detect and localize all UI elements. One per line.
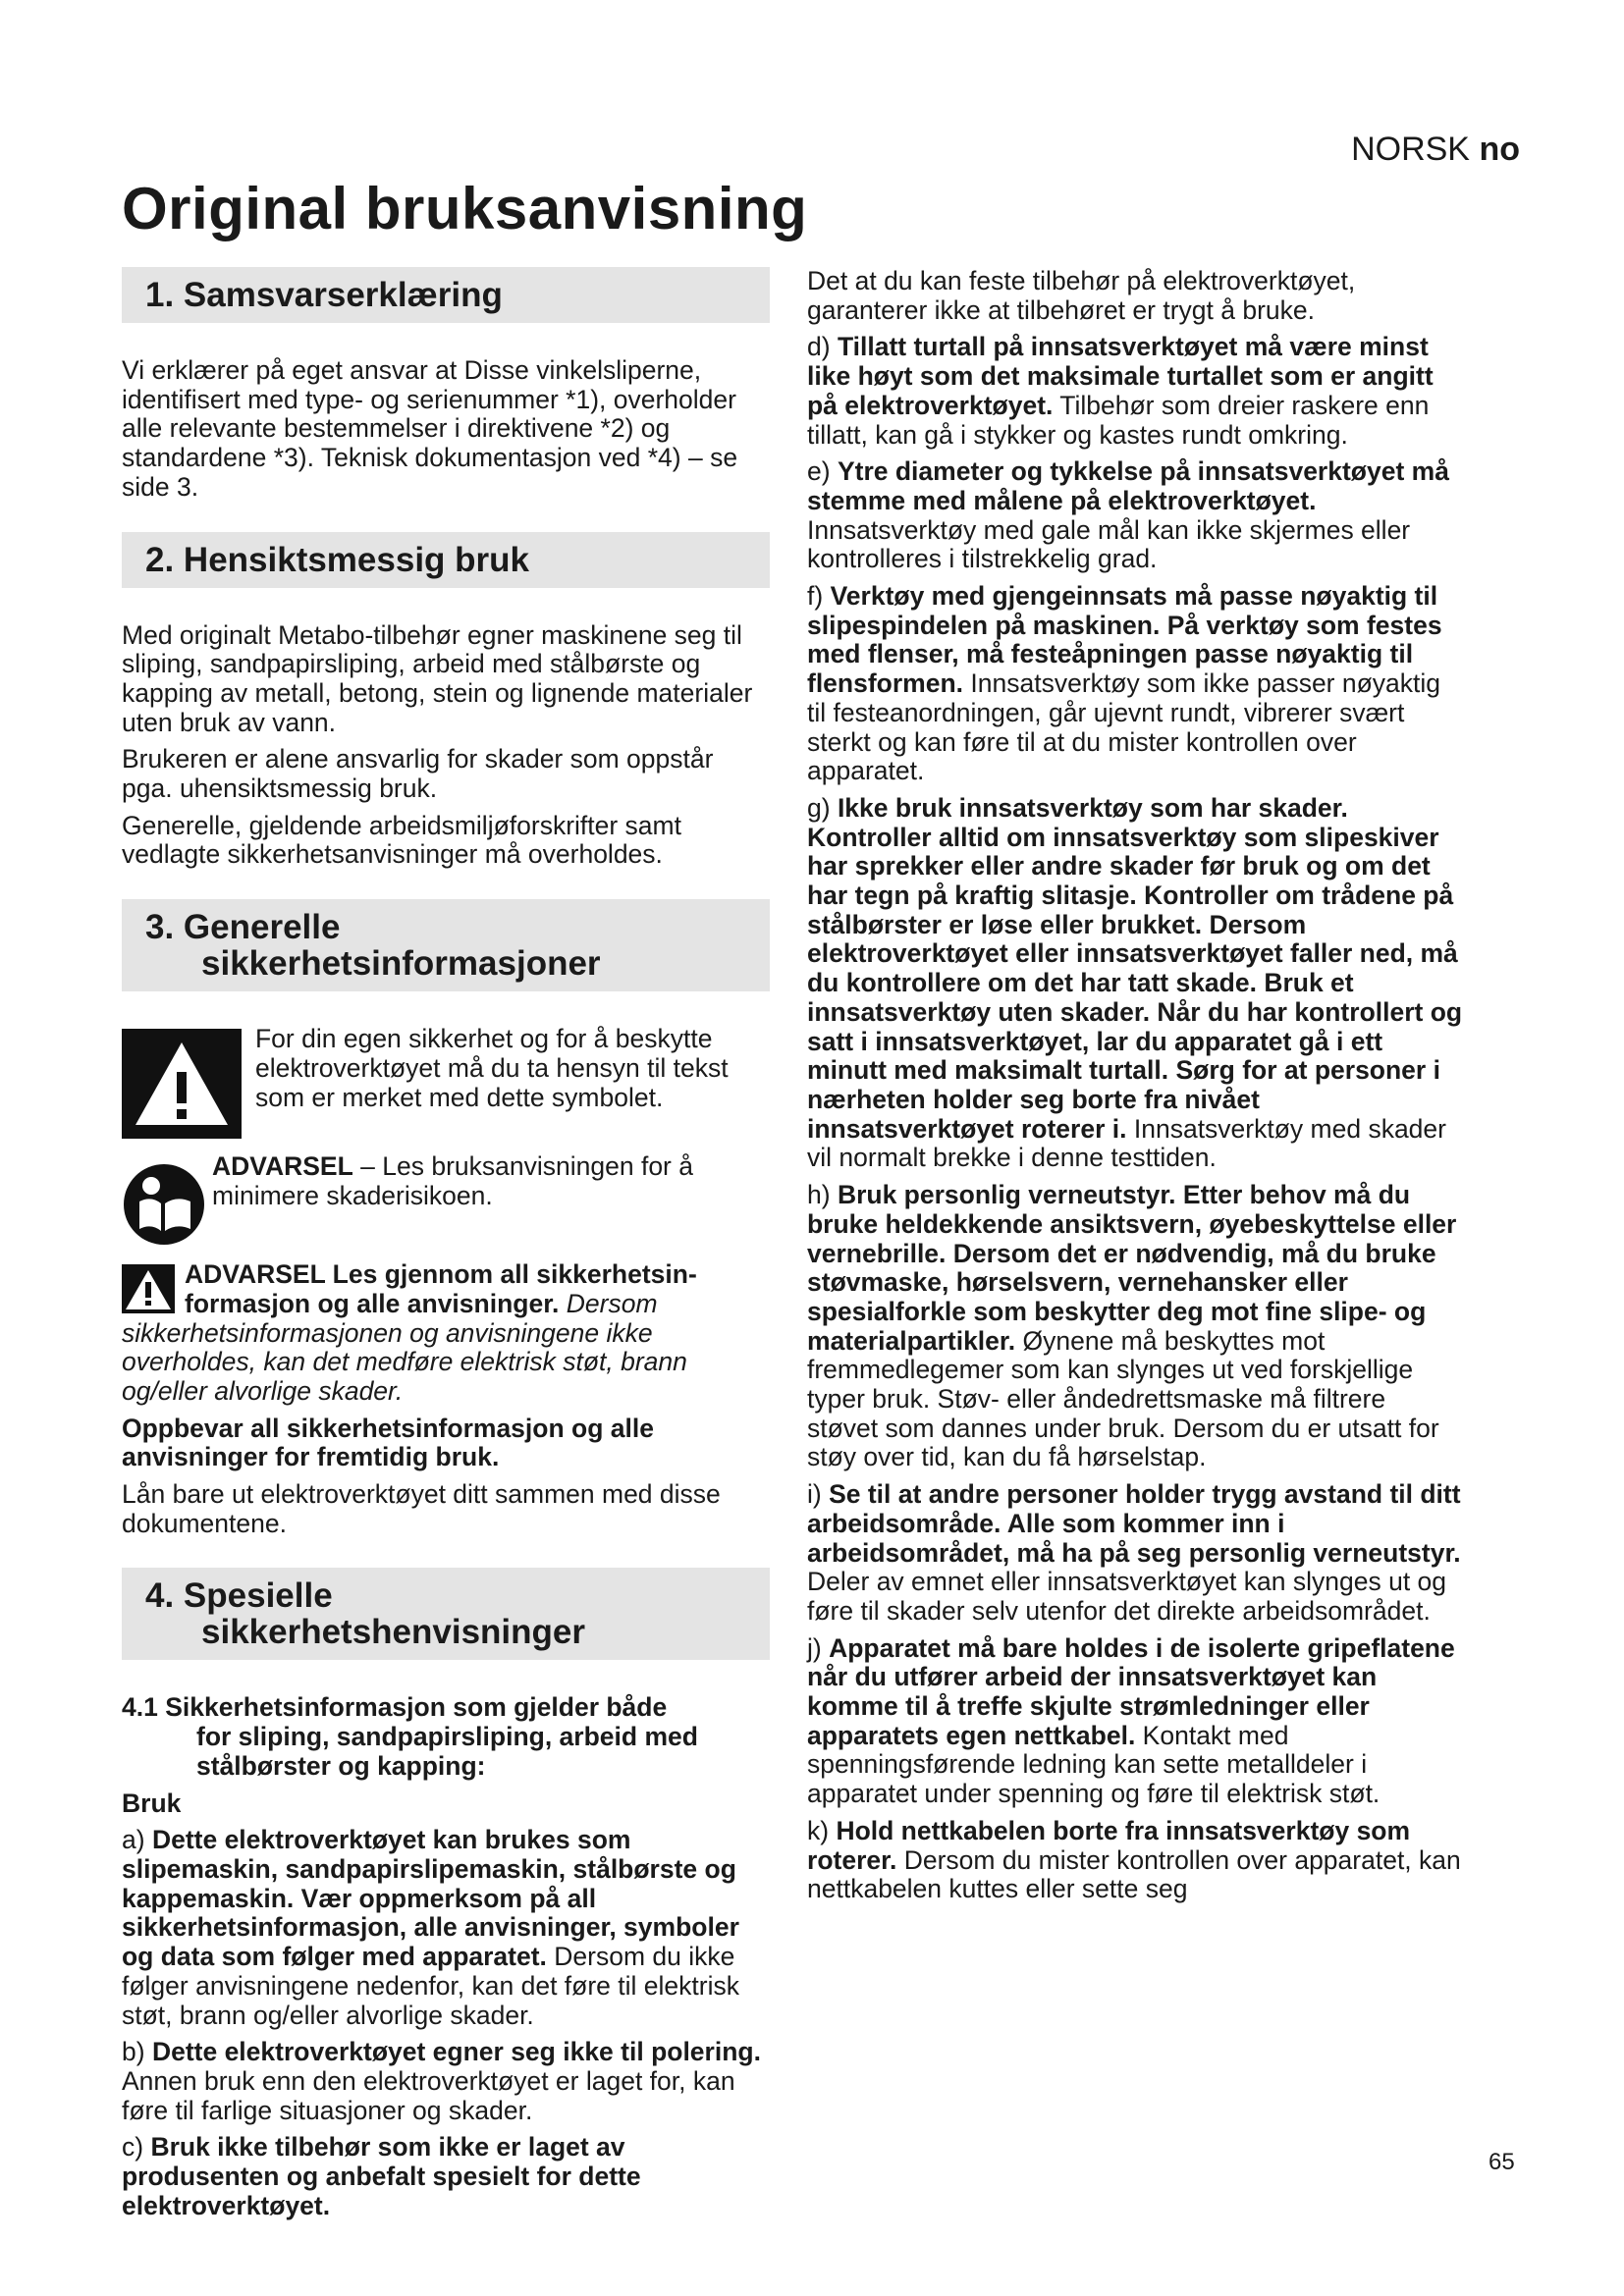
subsection-4-1-line-2: for sliping, sandpapirsliping, arbeid med: [196, 1722, 698, 1752]
section-4-heading-line-1: 4. Spesielle: [145, 1576, 333, 1616]
item-h: [807, 1181, 1463, 1472]
right-column: [807, 267, 1463, 1912]
language-label: [1351, 131, 1520, 169]
item-j: [807, 1634, 1463, 1809]
language-name: NORSK: [1351, 131, 1470, 168]
section-3-heading: [122, 899, 770, 991]
subsection-4-1-heading: [122, 1693, 770, 1781]
language-code: no: [1479, 131, 1520, 168]
warning-triangle-icon: [122, 1029, 242, 1139]
item-e-bold: Ytre diameter og tykkelse på innsatsverktøyet må stemme med målene på elektroverktøyet.: [807, 456, 1449, 515]
section-2-paragraph-1: Med originalt Metabo-tilbehør egner maskinene seg til sliping, sandpapirsliping, arbeid med stålbørste og kapping av metall, betong, stein og lignende materialer uten bruk av vann.: [122, 619, 753, 737]
item-a-text: Dersom du ikke følger anvisningene nedenfor, kan det føre til elektrisk støt, brann og/eller alvorlige skader.: [122, 1942, 739, 2030]
advarsel-read-all-bold: ADVARSEL Les gjennom all sikkerhetsin-formasjon og alle anvisninger.: [185, 1259, 697, 1318]
item-c-continued: [807, 267, 1463, 325]
item-d: [807, 333, 1463, 450]
item-d-bold: Tillatt turtall på innsatsverktøyet må være minst like høyt som det maksimale turtallet som er angitt på elektroverktøyet.: [807, 332, 1434, 420]
page-title: Original bruksanvisning: [122, 176, 808, 241]
item-d-text: Tilbehør som dreier raskere enn tillatt, kan gå i stykker og kastes rundt omkring.: [807, 390, 1430, 450]
item-c-text: Det at du kan feste tilbehør på elektroverktøyet, garanterer ikke at tilbehøret er trygt å bruke.: [807, 266, 1356, 325]
item-h-bold: Bruk personlig verneutstyr. Etter behov må du bruke heldekkende ansiktsvern, øyebeskyttelse eller vernebrille. Dersom det er nødvendig, må du bruke støvmaske, hørselsvern, vernehansker eller spesialforkle som beskytter deg mot fine slipe- og materialpartikler.: [807, 1180, 1457, 1356]
item-f-text: Innsatsverktøy som ikke passer nøyaktig til festeanordningen, går ujevnt rundt, vibrerer svært sterkt og kan føre til at du mister kontrollen over apparatet.: [807, 668, 1441, 786]
item-d-prefix: d): [807, 332, 838, 362]
item-g: [807, 794, 1463, 1173]
section-4-heading-line-2: sikkerhetshenvisninger: [201, 1613, 585, 1652]
item-j-prefix: j): [807, 1632, 830, 1663]
item-k-text: Dersom du mister kontrollen over apparatet, kan nettkabelen kuttes eller sette seg: [807, 1844, 1461, 1904]
section-2-paragraph-3: Generelle, gjeldende arbeidsmiljøforskrifter samt vedlagte sikkerhetsanvisninger må overholdes.: [122, 810, 681, 870]
bruk-heading: Bruk: [122, 1788, 182, 1818]
item-i-prefix: i): [807, 1479, 830, 1510]
advarsel-read-all: [122, 1260, 770, 1407]
advarsel-read-all-italic: Dersom sikkerhetsinformasjonen og anvisningene ikke overholdes, kan det medføre elektrisk støt, brann og/eller alvorlige skader.: [122, 1288, 687, 1406]
item-f: [807, 582, 1463, 786]
item-i-text: Deler av emnet eller innsatsverktøyet kan slynges ut og føre til skader selv utenfor det direkte arbeidsområdet.: [807, 1567, 1447, 1626]
item-b-bold: Dette elektroverktøyet egner seg ikke til polering.: [151, 2037, 761, 2067]
item-c: [122, 2133, 770, 2220]
item-b-prefix: b): [122, 2037, 152, 2067]
item-k-bold: Hold nettkabelen borte fra innsatsverktøy som roterer.: [807, 1815, 1411, 1875]
section-2-paragraph-2: Brukeren er alene ansvarlig for skader som oppstår pga. uhensiktsmessig bruk.: [122, 744, 714, 804]
item-g-text: Innsatsverktøy med skader vil normalt brekke i denne testtiden.: [807, 1113, 1446, 1173]
item-j-text: Kontakt med spenningsførende ledning kan sette metalldeler i apparatet under spenning og føre til elektrisk støt.: [807, 1720, 1380, 1809]
item-e: [807, 457, 1463, 574]
advarsel-manual-desc: – Les bruksanvisningen for å minimere skaderisikoen.: [212, 1151, 693, 1210]
advarsel-label: ADVARSEL: [212, 1151, 353, 1182]
safety-symbol-row: [122, 1025, 770, 1139]
item-b-text: Annen bruk enn den elektroverktøyet er laget for, kan føre til farlige situasjoner og skader.: [122, 2065, 735, 2125]
item-b: [122, 2038, 770, 2125]
item-e-prefix: e): [807, 456, 838, 487]
section-1-heading: 1. Samsvarserklæring: [122, 267, 770, 323]
subsection-4-1-line-1: 4.1 Sikkerhetsinformasjon som gjelder både: [122, 1692, 668, 1723]
item-h-text: Øynene må beskyttes mot fremmedlegemer som kan slynges ut ved forskjellige typer bruk. Støv- eller åndedrettsmaske må filtrere støvet som dannes under bruk. Dersom du er utsatt for støy over tid, kan du få hørselstap.: [807, 1325, 1439, 1472]
item-i: [807, 1480, 1463, 1627]
item-g-prefix: g): [807, 792, 838, 823]
keep-instructions: Oppbevar all sikkerhetsinformasjon og alle anvisninger for fremtidig bruk.: [122, 1413, 654, 1472]
subsection-4-1-line-3: stålbørster og kapping:: [196, 1750, 486, 1781]
lend-instructions: Lån bare ut elektroverktøyet ditt sammen med disse dokumentene.: [122, 1479, 721, 1538]
section-1-text: Vi erklærer på eget ansvar at Disse vinkelsliperne, identifisert med type- og serienummer *1), overholder alle relevante bestemmelser i direktivene *2) og standardene *3). Teknisk dokumentasjon ved *4) – se side 3.: [122, 355, 738, 502]
item-a-bold: Dette elektroverktøyet kan brukes som slipemaskin, sandpapirslipemaskin, stålbørste og kappemaskin. Vær oppmerksom på all sikkerhetsinformasjon, alle anvisninger, symboler og data som følger med apparatet.: [122, 1825, 739, 1972]
item-c-prefix: c): [122, 2132, 151, 2163]
item-k-prefix: k): [807, 1815, 837, 1845]
advarsel-manual-text: [212, 1152, 770, 1210]
page-number: 65: [1489, 2149, 1515, 2175]
item-e-text: Innsatsverktøy med gale mål kan ikke skjermes eller kontrolleres i tilstrekkelig grad.: [807, 514, 1411, 574]
warning-small-icon: [122, 1264, 175, 1313]
section-2-heading: 2. Hensiktsmessig bruk: [122, 532, 770, 588]
item-f-bold: Verktøy med gjengeinnsats må passe nøyaktig til slipespindelen på maskinen. På verktøy som festes med flenser, må festeåpningen passe nøyaktig til flensformen.: [807, 581, 1442, 699]
item-j-bold: Apparatet må bare holdes i de isolerte gripeflatene når du utfører arbeid der innsatsverktøyet kan komme til å treffe skjulte strømledninger eller apparatets egen nettkabel.: [807, 1632, 1455, 1750]
section-3-heading-line-2: sikkerhetsinformasjoner: [201, 944, 601, 984]
item-g-bold: Ikke bruk innsatsverktøy som har skader. Kontroller alltid om innsatsverktøy som slipeskiver har sprekker eller andre skader før bruk og om det har tegn på kraftig slitasje. Kontroller om trådene på stålbørster er løse eller brukket. Dersom elektroverktøyet eller innsatsverktøyet faller ned, må du kontrollere om det har tatt skade. Bruk et innsatsverktøy uten skader. Når du har kontrollert og satt i innsatsverktøyet, lar du apparatet gå i ett minutt med maksimalt turtall. Sørg for at personer i nærheten holder seg borte fra nivået innsatsverktøyet roterer i.: [807, 792, 1463, 1144]
item-a: [122, 1826, 770, 2030]
left-column: [122, 267, 770, 2228]
section-3-heading-line-1: 3. Generelle: [145, 908, 341, 947]
section-4-heading: [122, 1568, 770, 1660]
advarsel-manual-row: [122, 1152, 770, 1247]
symbol-explanation: For din egen sikkerhet og for å beskytte elektroverktøyet må du ta hensyn til tekst som er merket med dette symbolet.: [255, 1024, 729, 1112]
item-h-prefix: h): [807, 1180, 838, 1210]
item-i-bold: Se til at andre personer holder trygg avstand til ditt arbeidsområde. Alle som kommer inn i arbeidsområdet, må ha på seg personlig verneutstyr.: [807, 1479, 1461, 1568]
item-k: [807, 1817, 1463, 1904]
read-manual-icon: [122, 1162, 206, 1247]
item-f-prefix: f): [807, 581, 831, 612]
item-c-bold: Bruk ikke tilbehør som ikke er laget av produsenten og anbefalt spesielt for dette elektroverktøyet.: [122, 2132, 641, 2220]
item-a-prefix: a): [122, 1825, 152, 1855]
